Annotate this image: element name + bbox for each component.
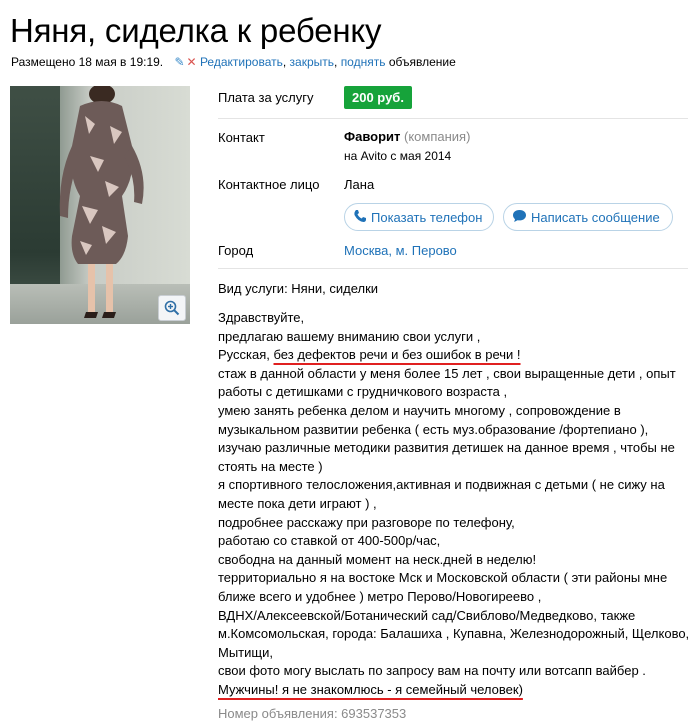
- description-line: музыкальном развитии ребенка ( есть муз.образование /фортепиано ),: [218, 421, 649, 437]
- actions-suffix: объявление: [385, 55, 456, 69]
- write-message-button[interactable]: [503, 203, 673, 231]
- cross-icon[interactable]: ✕: [186, 55, 197, 69]
- raise-link[interactable]: поднять: [340, 55, 386, 69]
- description-line: умею занять ребенка делом и научить многому , сопровождение в: [218, 402, 621, 418]
- divider: [218, 268, 688, 269]
- divider: [218, 118, 688, 119]
- city-link[interactable]: Москва, м. Перово: [344, 243, 457, 258]
- posted-date: Размещено 18 мая в 19:19.: [11, 55, 164, 69]
- actions-sep-1: ,: [282, 55, 290, 69]
- posted-meta: [11, 55, 456, 69]
- service-type: Вид услуги: Няни, сиделки: [218, 281, 379, 296]
- close-link[interactable]: закрыть: [289, 55, 335, 69]
- show-phone-button[interactable]: [344, 203, 494, 231]
- phone-icon: [353, 209, 367, 226]
- page-title: Няня, сиделка к ребенку: [10, 12, 382, 49]
- write-message-label: Написать сообщение: [531, 209, 660, 225]
- description-line: свои фото могу выслать по запросу вам на почту или вотсапп вайбер .: [218, 663, 646, 679]
- description-line: я спортивного телосложения,активная и подвижная с детьми ( не сижу на: [218, 477, 665, 493]
- description-fragment: Русская,: [218, 347, 274, 363]
- magnifier-plus-icon: [164, 300, 180, 316]
- contact-person-name: Лана: [344, 177, 375, 192]
- description-line: стоять на месте ): [218, 458, 323, 474]
- highlighted-line: Мужчины! я не знакомлюсь - я семейный человек): [218, 681, 523, 697]
- description-line: стаж в данной области у меня более 15 лет , свои выращенные дети , опыт: [218, 365, 676, 381]
- description-line: работы с детишками с грудничкового возраста ,: [218, 384, 508, 400]
- description-line: Мытищи,: [218, 644, 273, 660]
- description-line: ВДНХ/Алексеевской/Ботанический сад/Свиблово/Медведково, также: [218, 607, 636, 623]
- price-badge: 200 руб.: [344, 86, 412, 109]
- description-line: месте пока дети играют ) ,: [218, 495, 377, 511]
- woman-figure-illustration: [10, 86, 190, 324]
- description-line: свободна на данный момент на неск.дней в неделю!: [218, 551, 537, 567]
- description-line: м.Комсомольская, города: Балашиха , Купавна, Железнодорожный, Щелково,: [218, 626, 690, 642]
- description-line: [218, 346, 690, 365]
- description-line: территориально я на востоке Мск и Московской области ( эти районы мне: [218, 570, 668, 586]
- ad-number: Номер объявления: 693537353: [218, 706, 407, 721]
- description-line: работаю со ставкой от 400-500р/час,: [218, 533, 441, 549]
- show-phone-label: Показать телефон: [371, 209, 483, 225]
- ad-photo[interactable]: [10, 86, 190, 324]
- company-name-text[interactable]: Фаворит: [344, 129, 401, 144]
- contact-person-label: Контактное лицо: [218, 177, 320, 192]
- description-line: предлагаю вашему вниманию свои услуги ,: [218, 328, 481, 344]
- ad-description: [218, 309, 690, 699]
- actions-sep-2: ,: [334, 55, 341, 69]
- city-label: Город: [218, 243, 254, 258]
- company-since: на Avito с мая 2014: [344, 149, 452, 163]
- contact-label: Контакт: [218, 130, 265, 145]
- description-line: ближе всего и удобнее ) метро Перово/Новогиреево ,: [218, 588, 542, 604]
- company-kind: (компания): [400, 129, 471, 144]
- company-name[interactable]: [344, 129, 470, 144]
- description-line: изучаю различные методики развития детишек на данное время , чтобы не: [218, 440, 675, 456]
- chat-bubble-icon: [512, 209, 527, 226]
- price-label: Плата за услугу: [218, 90, 314, 105]
- pencil-icon[interactable]: ✎: [174, 55, 185, 69]
- highlighted-phrase: без дефектов речи и без ошибок в речи !: [273, 347, 521, 363]
- edit-link[interactable]: Редактировать: [199, 55, 283, 69]
- zoom-button[interactable]: [158, 295, 186, 321]
- description-line: подробнее расскажу при разговоре по телефону,: [218, 514, 515, 530]
- description-line: Здравствуйте,: [218, 310, 305, 325]
